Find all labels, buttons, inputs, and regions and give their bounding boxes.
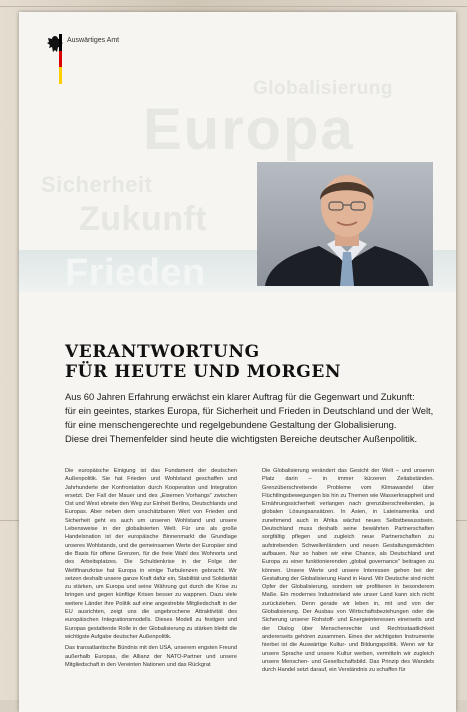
body-paragraph: Das transatlantische Bündnis mit den USA, unserem engsten Freund außerhalb Europas, die Allianz der NATO-Partner und unsere Mitgliedschaft in den Vereinten Nationen und das Rückgrat [65,645,237,668]
intro-line: Aus 60 Jahren Erfahrung erwächst ein klarer Auftrag für die Gegenwart und Zukunft: [65,391,415,402]
background-word-zukunft: Zukunft [79,200,208,238]
intro-line: Diese drei Themenfelder sind heute die wichtigsten Bereiche deutscher Außenpolitik. [65,433,418,444]
body-paragraph: Die Globalisierung verändert das Gesicht der Welt – und unseren Platz darin – in immer kürzeren Zeitabständen. Grenzüberschreitende Probleme vom Klimawandel über Flüchtlingsbewegungen bis hin zu Themen wie Wasserknappheit und Ernährungssicherheit verlangen nach grenzüberschreitenden, ja globalen Lösungsansätzen. In Asien, in Lateinamerika und zunehmend auch in Afrika wächst neues Selbstbewusstsein. Deutschland muss deshalb seine bewährten Partnerschaften sorgfältig pflegen und zugleich neue Partnerschaften zu aufstrebenden Schwellenländern und neuen Gestaltungsmächten aufbauen. Nur so haben wir eine Chance, als Deutschland und Europa zu einer funktionierenden „global governance“ beitragen zu können. Unsere Werte und unsere Interessen gehen bei der Gestaltung der Globalisierung Hand in Hand. Wir Deutsche sind nicht Opfer der Globalisierung, sondern wir profitieren in besonderem Maße. Ein modernes Industrieland wie unser Land kann sich nicht zurückziehen. Denn gerade wir leben in, mit und von der Globalisierung. Der Ausbau von Wirtschaftsbeziehungen oder die Sicherung unserer Rohstoff- und Energieinteressen einerseits und der Dialog über Menschenrechte und Rechtsstaatlichkeit andererseits gehören zusammen. Eines der wichtigsten Instrumente hierbei ist die Auswärtige Kultur- und Bildungspolitik. Wenn wir für unsere Sprache und unsere Kultur werben, vermitteln wir zugleich unsere Menschen- und Gesellschaftsbild. Das Prinzip des Wandels durch Handel setzt darauf, ein Verständnis zu schaffen für [262,468,434,674]
background-word-sicherheit: Sicherheit [41,172,153,197]
german-flag-bar [59,34,62,84]
wall-seam [0,6,467,7]
body-paragraph: Die europäische Einigung ist das Fundament der deutschen Außenpolitik. Sie hat Frieden und Wohlstand geschaffen und Jahrhunderte der Konfrontation durch Kooperation und Integration ersetzt. Der Fall der Mauer und des „Eisernen Vorhangs“ zwischen Ost und West ebnete den Weg zur Einheit Berlins, Deutschlands und Europas. Aber neben dem unschätzbaren Wert von Frieden und Sicherheit geht es auch um unseren Wohlstand und unsere Lebensweise in der globalisierten Welt. Für uns als große Handelsnation ist der europäische Binnenmarkt die Grundlage unseres Wohlstands, und die gemeinsamen Werte der Europäer sind die Basis für offene Grenzen, für die freie Wahl des Wohnorts und des Arbeitsplatzes. Die Schuldenkrise in der Folge der Weltfinanzkrise hat Europa in einige Turbulenzen gebracht. Wir setzen deshalb unsere ganze Kraft dafür ein, Stabilität und Solidarität zu stärken, um Europa und seine Währung gut durch die Krise zu bringen und gegen künftige Krisen besser zu wappnen. Dazu viele weitere Länder ihre Politik auf eine angestrebte Mitgliedschaft in der EU ausrichten, zeigt uns die ungebrochene Attraktivität des europäischen Integrationsmodells. Dieses Modell zu festigen und Europas gestaltende Rolle in der Globalisierung zu stärken bleibt die wichtigste Aufgabe deutscher Außenpolitik. [65,468,237,640]
intro-line: für eine menschengerechte und regelgebundene Gestaltung der Globalisierung. [65,419,397,430]
headline-line: VERANTWORTUNG [65,342,260,362]
background-word-frieden: Frieden [65,252,206,294]
poster-headline [65,342,445,382]
poster [19,12,456,712]
headline-line: FÜR HEUTE UND MORGEN [65,362,342,382]
background-word-europa: Europa [143,97,355,162]
body-column-right [262,467,434,677]
federal-eagle-icon [45,34,65,56]
intro-paragraph [65,390,445,446]
ministry-name: Auswärtiges Amt [67,37,120,44]
body-column-left [65,467,237,672]
portrait-photo [257,162,433,286]
intro-line: für ein geeintes, starkes Europa, für Sicherheit und Frieden in Deutschland und der Welt, [65,405,434,416]
background-word-globalisierung: Globalisierung [253,78,394,99]
